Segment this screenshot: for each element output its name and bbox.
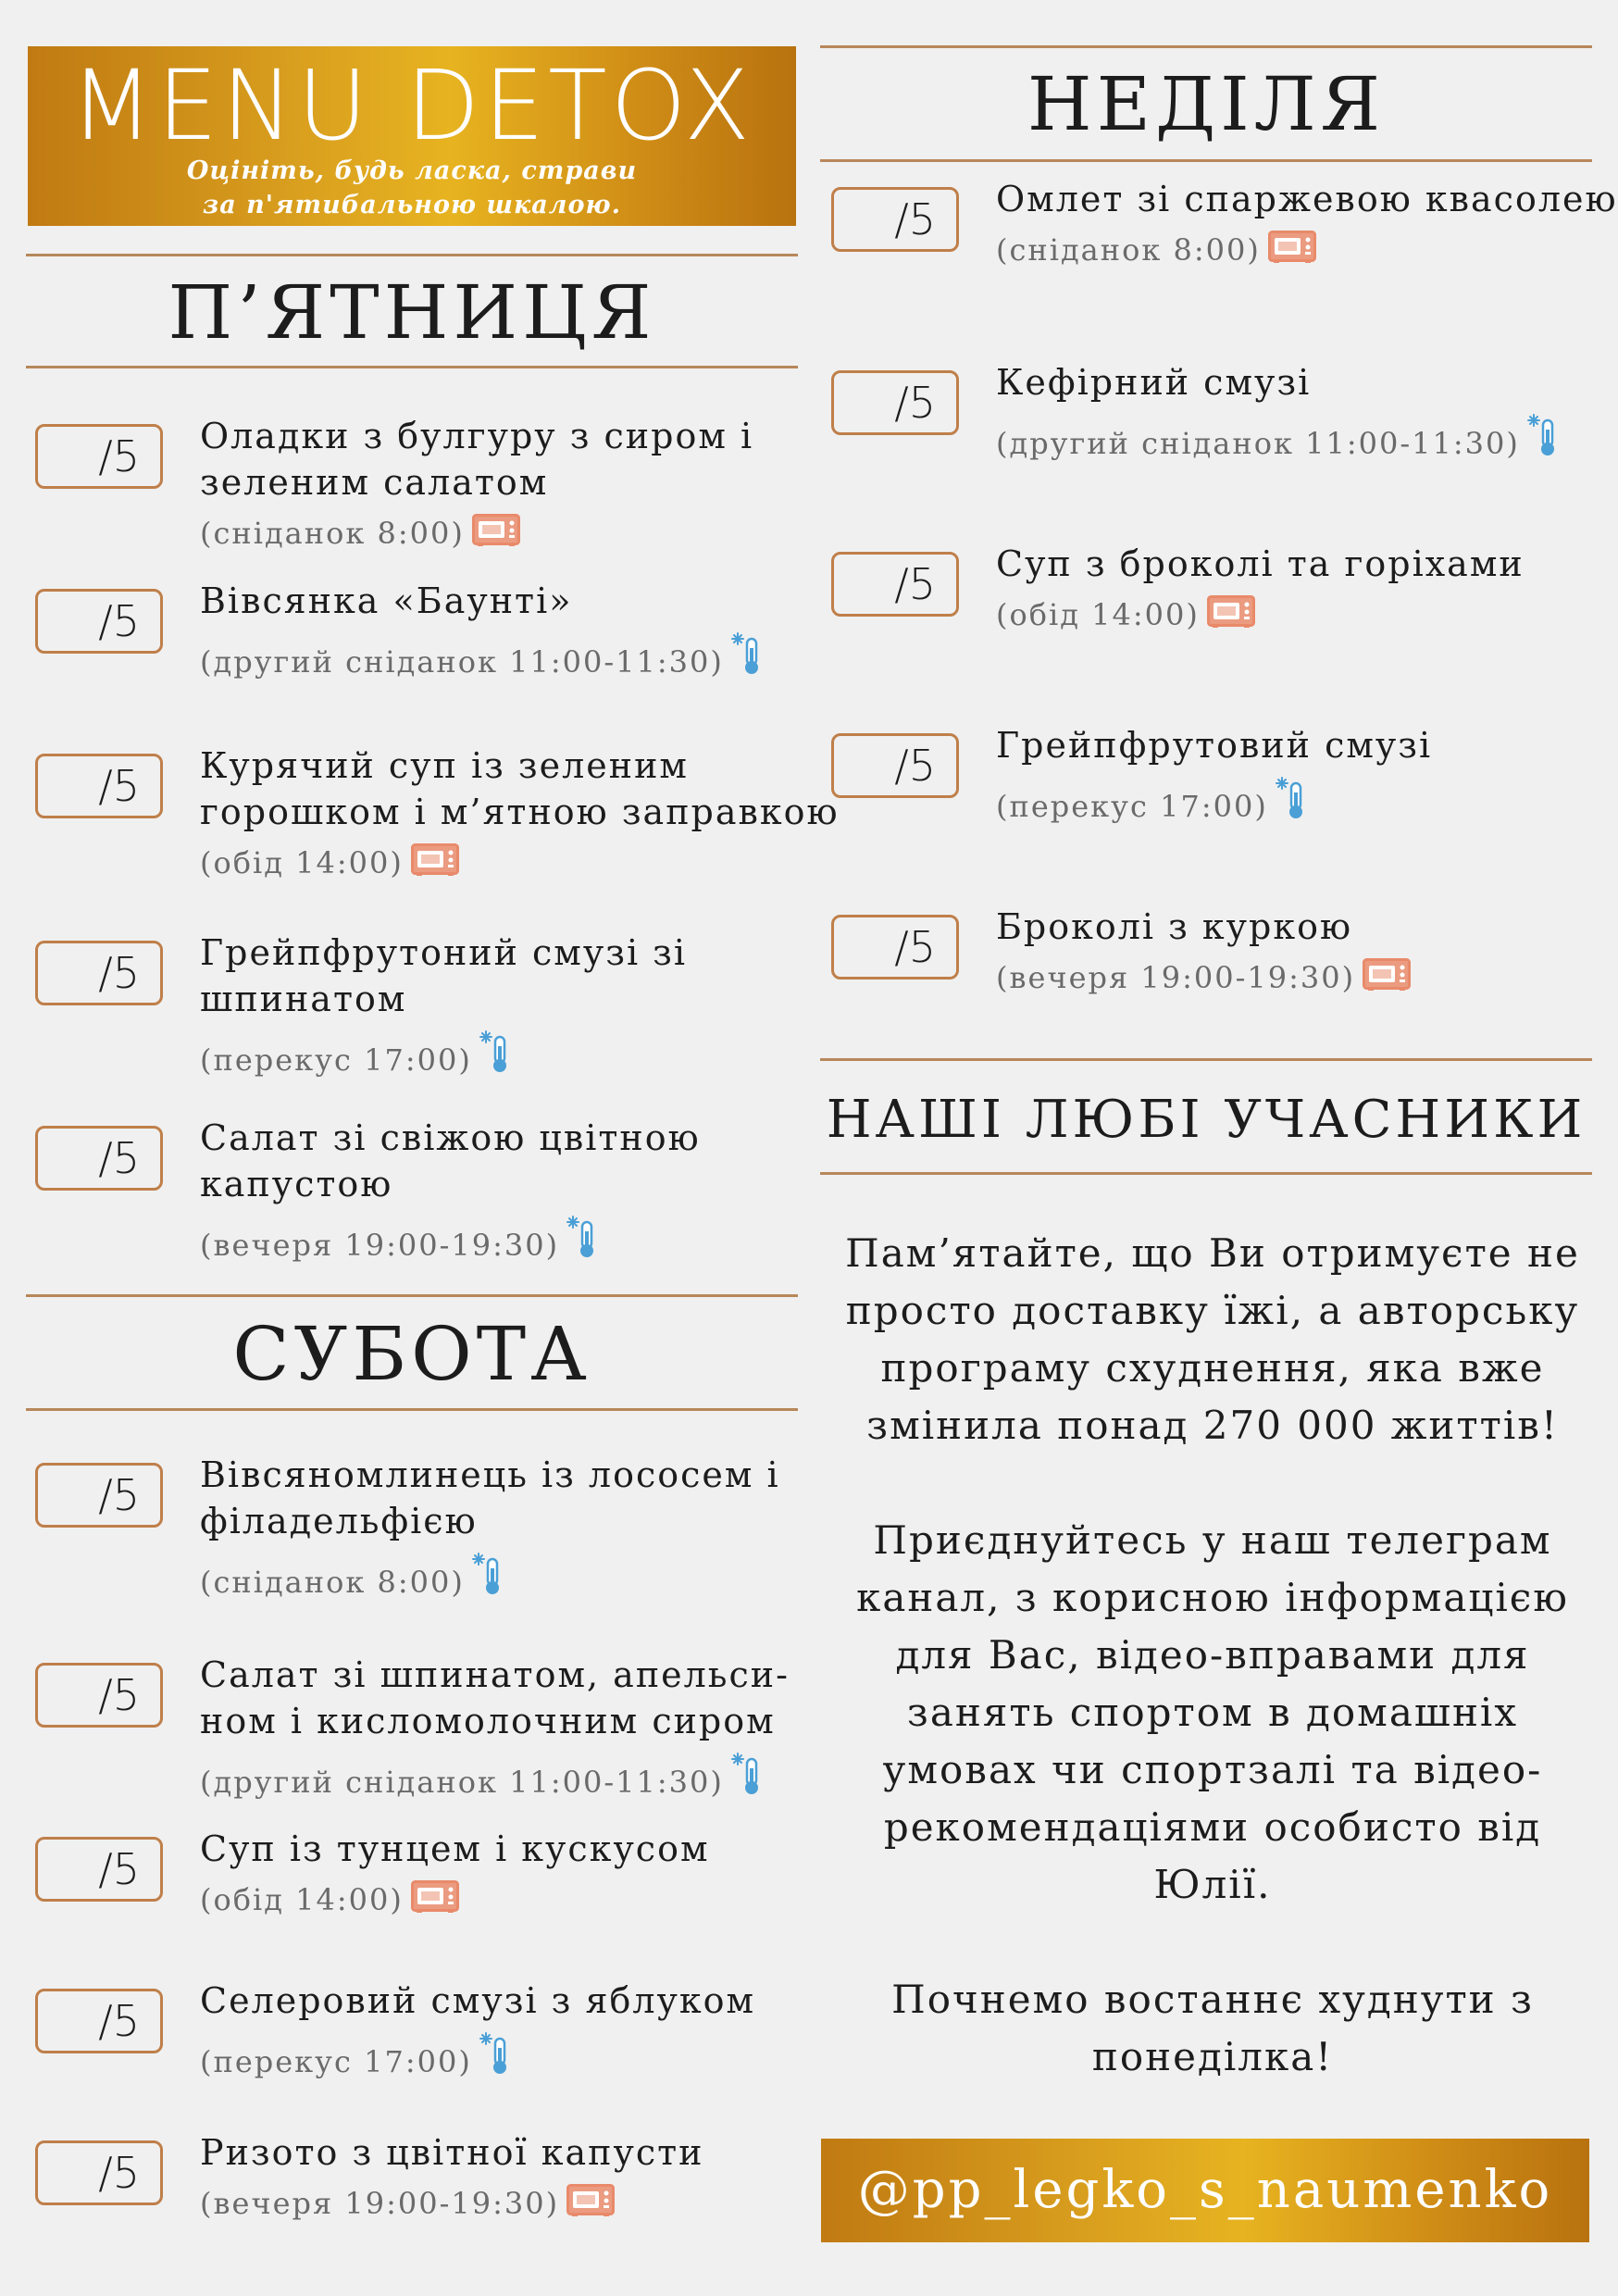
day-title-sunday: НЕДІЛЯ <box>1027 61 1386 147</box>
rating-box[interactable]: /5 <box>35 941 163 1005</box>
rating-box[interactable]: /5 <box>831 915 959 980</box>
cold-thermometer-icon <box>1276 776 1307 830</box>
dish-name: Суп із тунцем і кускусом <box>200 1828 710 1869</box>
meal-time-label: (перекус 17:00) <box>200 2044 472 2079</box>
dish-name: Курячий суп із зеленим горошком і м’ятною заправкою <box>200 745 840 832</box>
meal-time-label: (другий сніданок 11:00-11:30) <box>200 644 724 680</box>
meal-time-label: (обід 14:00) <box>200 1882 404 1917</box>
microwave-icon <box>1268 231 1316 274</box>
divider <box>26 254 798 256</box>
menu-header <box>28 46 796 226</box>
cold-thermometer-icon <box>566 1215 598 1269</box>
cold-thermometer-icon <box>479 1029 511 1084</box>
meal-time <box>200 1752 848 1806</box>
meal-time <box>200 1029 848 1084</box>
menu-title: MENU DETOX <box>69 49 754 162</box>
menu-item-text <box>200 578 848 686</box>
divider <box>820 1058 1592 1061</box>
meal-time <box>996 413 1618 468</box>
menu-subtitle-line1: Оцініть, будь ласка, страви <box>186 156 638 185</box>
menu-item-text <box>200 1978 848 2086</box>
meal-time <box>996 230 1618 274</box>
rating-box[interactable]: /5 <box>831 187 959 252</box>
rating-box[interactable]: /5 <box>831 733 959 798</box>
dish-name: Ризото з цвітної капусти <box>200 2132 704 2173</box>
menu-item-text <box>200 1652 848 1806</box>
menu-item-text <box>996 722 1618 830</box>
dish-name: Оладки з булгуру з сиром і зеленим салатом <box>200 416 754 503</box>
dish-name: Суп з броколі та горіхами <box>996 543 1525 584</box>
rating-box[interactable]: /5 <box>831 552 959 617</box>
meal-time-label: (вечеря 19:00-19:30) <box>200 1228 560 1263</box>
meal-time <box>996 594 1618 639</box>
meal-time-label: (обід 14:00) <box>996 597 1200 632</box>
meal-time-label: (вечеря 19:00-19:30) <box>200 2186 560 2221</box>
rating-box[interactable]: /5 <box>35 424 163 489</box>
rating-box[interactable]: /5 <box>35 2140 163 2205</box>
meal-time-label: (перекус 17:00) <box>996 789 1268 824</box>
dish-name: Селеровий смузі з яблуком <box>200 1980 756 2021</box>
cold-thermometer-icon <box>472 1552 504 1606</box>
participants-title: НАШІ ЛЮБІ УЧАСНИКИ <box>826 1090 1587 1150</box>
divider <box>26 1294 798 1297</box>
menu-item-text <box>996 904 1618 1002</box>
instagram-handle[interactable]: @pp_legko_s_naumenko <box>821 2139 1589 2242</box>
divider <box>26 1408 798 1411</box>
rating-box[interactable]: /5 <box>35 1663 163 1728</box>
meal-time <box>200 1215 848 1269</box>
menu-item-text <box>200 1826 848 1924</box>
info-paragraph-closing: Почнемо востаннє худнути з понеділка! <box>891 1977 1534 2079</box>
meal-time-label: (другий сніданок 11:00-11:30) <box>996 426 1520 461</box>
rating-box[interactable]: /5 <box>35 589 163 654</box>
dish-name: Кефірний смузі <box>996 362 1312 403</box>
dish-name: Салат зі шпинатом, апельси-ном і кисломолочним сиром <box>200 1654 790 1741</box>
cold-thermometer-icon <box>731 1752 763 1806</box>
meal-time <box>200 2031 848 2086</box>
microwave-icon <box>1207 595 1255 639</box>
divider <box>820 159 1592 162</box>
cold-thermometer-icon <box>1527 413 1559 468</box>
cold-thermometer-icon <box>479 2031 511 2086</box>
meal-time <box>200 1552 848 1606</box>
rating-box[interactable]: /5 <box>831 370 959 435</box>
dish-name: Салат зі свіжою цвітною капустою <box>200 1117 701 1204</box>
meal-time <box>996 776 1618 830</box>
menu-item-text <box>996 176 1618 274</box>
dish-name: Омлет зі спаржевою квасолею <box>996 179 1618 219</box>
meal-time-label: (перекус 17:00) <box>200 1042 472 1078</box>
rating-box[interactable]: /5 <box>35 754 163 818</box>
dish-name: Броколі з куркою <box>996 906 1353 947</box>
meal-time-label: (вечеря 19:00-19:30) <box>996 960 1356 995</box>
menu-item-text <box>200 1452 848 1606</box>
menu-item-text <box>200 742 848 887</box>
dish-name: Вівсянка «Баунті» <box>200 580 573 621</box>
menu-item-text <box>996 359 1618 468</box>
meal-time-label: (обід 14:00) <box>200 845 404 880</box>
divider <box>26 366 798 368</box>
dish-name: Грейпфрутоний смузі зі шпинатом <box>200 932 688 1019</box>
meal-time <box>200 631 848 686</box>
participants-info <box>824 1225 1601 2143</box>
meal-time <box>200 513 848 557</box>
dish-name: Грейпфрутовий смузі <box>996 725 1433 766</box>
meal-time <box>996 957 1618 1002</box>
meal-time-label: (сніданок 8:00) <box>996 232 1261 268</box>
meal-time-label: (сніданок 8:00) <box>200 1565 465 1600</box>
microwave-icon <box>566 2184 615 2227</box>
meal-time-label: (сніданок 8:00) <box>200 516 465 551</box>
menu-item-text <box>200 413 848 557</box>
menu-item-text <box>996 541 1618 639</box>
microwave-icon <box>411 1880 459 1924</box>
dish-name: Вівсяномлинець із лососем і філадельфією <box>200 1454 780 1541</box>
meal-time <box>200 842 848 887</box>
day-title-saturday: СУБОТА <box>232 1311 591 1397</box>
meal-time <box>200 1879 848 1924</box>
day-title-friday: П’ЯТНИЦЯ <box>168 269 656 356</box>
microwave-icon <box>1363 958 1411 1002</box>
rating-box[interactable]: /5 <box>35 1126 163 1191</box>
microwave-icon <box>411 843 459 887</box>
microwave-icon <box>472 514 520 557</box>
divider <box>820 45 1592 48</box>
divider <box>820 1172 1592 1175</box>
meal-time-label: (другий сніданок 11:00-11:30) <box>200 1765 724 1800</box>
rating-box[interactable]: /5 <box>35 1989 163 2053</box>
meal-time <box>200 2183 848 2227</box>
cold-thermometer-icon <box>731 631 763 686</box>
info-paragraph-delivery: Пам’ятайте, що Ви отримуєте не просто доставку їжі, а авторську програму схуднення, яка вже змінила понад 270 000 життів! <box>845 1230 1580 1448</box>
menu-item-text <box>200 1115 848 1269</box>
info-paragraph-telegram: Приєднуйтесь у наш телеграм канал, з корисною інформацією для Вас, відео-вправами для занять спортом в домашніх умовах чи спортзалі та відео-рекомендаціями особисто від Юлії. <box>856 1517 1569 1907</box>
menu-item-text <box>200 930 848 1084</box>
rating-box[interactable]: /5 <box>35 1837 163 1902</box>
menu-item-text <box>200 2129 848 2227</box>
rating-box[interactable]: /5 <box>35 1463 163 1528</box>
menu-subtitle-line2: за п'ятибальною шкалою. <box>203 191 621 219</box>
